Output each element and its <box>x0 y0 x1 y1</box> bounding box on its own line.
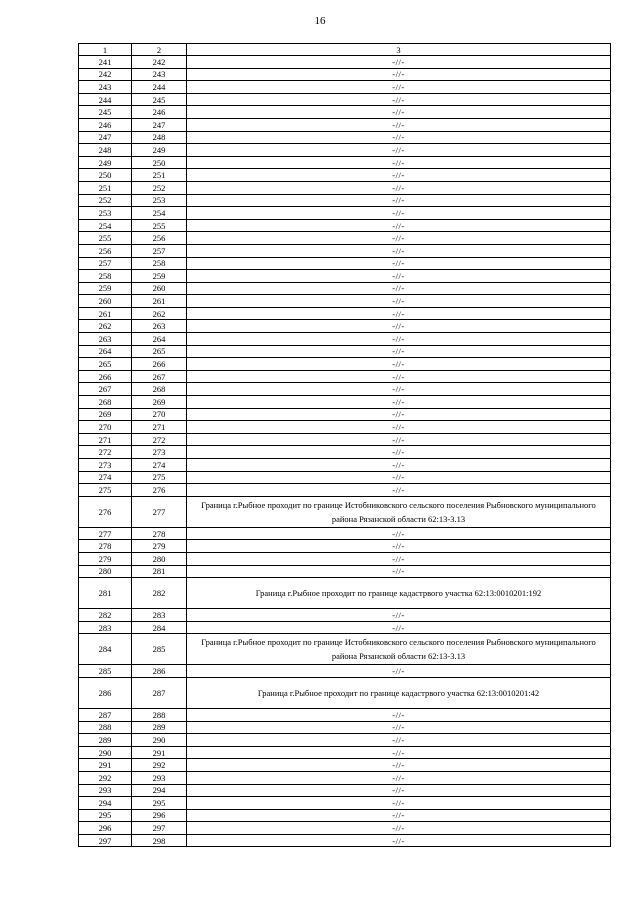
point-to-cell: 287 <box>132 677 187 708</box>
point-to-cell: 245 <box>132 93 187 106</box>
boundary-description-cell: -//- <box>187 797 611 810</box>
point-to-cell: 283 <box>132 609 187 622</box>
point-to-cell: 259 <box>132 270 187 283</box>
point-from-cell: 253 <box>79 207 132 220</box>
table-row <box>79 784 611 797</box>
table-row <box>79 333 611 346</box>
point-from-cell: 297 <box>79 834 132 847</box>
point-to-cell: 279 <box>132 540 187 553</box>
table-body <box>79 56 611 847</box>
point-from-cell: 241 <box>79 56 132 69</box>
table-row <box>79 320 611 333</box>
boundary-description-cell: -//- <box>187 540 611 553</box>
boundary-points-table <box>78 43 611 847</box>
point-from-cell: 287 <box>79 708 132 721</box>
boundary-description-cell: -//- <box>187 459 611 472</box>
boundary-description-cell: -//- <box>187 144 611 157</box>
table-row <box>79 118 611 131</box>
point-to-cell: 290 <box>132 734 187 747</box>
table-row <box>79 708 611 721</box>
point-to-cell: 284 <box>132 621 187 634</box>
point-from-cell: 250 <box>79 169 132 182</box>
table-row <box>79 552 611 565</box>
point-to-cell: 292 <box>132 759 187 772</box>
point-from-cell: 283 <box>79 621 132 634</box>
table-row <box>79 621 611 634</box>
boundary-description-cell: Граница г.Рыбное проходит по границе Истобниковского сельского поселения Рыбновского муниципального района Рязанской области 62:13-3.13 <box>187 634 611 665</box>
point-from-cell: 246 <box>79 118 132 131</box>
point-to-cell: 261 <box>132 295 187 308</box>
table-row <box>79 721 611 734</box>
point-from-cell: 291 <box>79 759 132 772</box>
point-from-cell: 256 <box>79 244 132 257</box>
boundary-description-cell: -//- <box>187 169 611 182</box>
point-to-cell: 246 <box>132 106 187 119</box>
table-row <box>79 822 611 835</box>
point-from-cell: 275 <box>79 484 132 497</box>
boundary-description-cell: -//- <box>187 527 611 540</box>
boundary-description-cell: -//- <box>187 257 611 270</box>
boundary-description-cell: -//- <box>187 68 611 81</box>
point-from-cell: 271 <box>79 433 132 446</box>
point-to-cell: 285 <box>132 634 187 665</box>
point-to-cell: 253 <box>132 194 187 207</box>
table-row <box>79 56 611 69</box>
point-from-cell: 296 <box>79 822 132 835</box>
boundary-description-cell: Граница г.Рыбное проходит по границе кадастрвого участка 62:13:0010201:192 <box>187 578 611 609</box>
boundary-description-cell: -//- <box>187 93 611 106</box>
point-to-cell: 272 <box>132 433 187 446</box>
boundary-description-cell: -//- <box>187 396 611 409</box>
point-to-cell: 286 <box>132 665 187 678</box>
boundary-description-cell: Граница г.Рыбное проходит по границе кадастрвого участка 62:13:0010201:42 <box>187 677 611 708</box>
table-row <box>79 408 611 421</box>
point-from-cell: 273 <box>79 459 132 472</box>
table-row <box>79 746 611 759</box>
point-from-cell: 243 <box>79 81 132 94</box>
point-to-cell: 293 <box>132 771 187 784</box>
point-from-cell: 262 <box>79 320 132 333</box>
column-header-2: 2 <box>132 44 187 56</box>
table-row <box>79 734 611 747</box>
boundary-description-cell: -//- <box>187 219 611 232</box>
table-row <box>79 527 611 540</box>
table-row <box>79 540 611 553</box>
point-to-cell: 267 <box>132 370 187 383</box>
boundary-description-cell: -//- <box>187 784 611 797</box>
point-to-cell: 243 <box>132 68 187 81</box>
boundary-description-cell: -//- <box>187 708 611 721</box>
boundary-description-cell: -//- <box>187 408 611 421</box>
table-row <box>79 106 611 119</box>
boundary-description-cell: -//- <box>187 207 611 220</box>
boundary-description-cell: -//- <box>187 307 611 320</box>
table-row <box>79 207 611 220</box>
table-row <box>79 181 611 194</box>
point-from-cell: 249 <box>79 156 132 169</box>
table-row <box>79 144 611 157</box>
point-from-cell: 244 <box>79 93 132 106</box>
point-from-cell: 260 <box>79 295 132 308</box>
table-row <box>79 677 611 708</box>
point-from-cell: 276 <box>79 496 132 527</box>
boundary-description-cell: -//- <box>187 333 611 346</box>
table-row <box>79 771 611 784</box>
table-header-row <box>79 44 611 56</box>
table-row <box>79 68 611 81</box>
point-from-cell: 269 <box>79 408 132 421</box>
boundary-description-cell: -//- <box>187 282 611 295</box>
boundary-description-cell: -//- <box>187 433 611 446</box>
table-row <box>79 370 611 383</box>
point-from-cell: 268 <box>79 396 132 409</box>
table-row <box>79 759 611 772</box>
table-row <box>79 471 611 484</box>
point-from-cell: 292 <box>79 771 132 784</box>
point-from-cell: 267 <box>79 383 132 396</box>
point-from-cell: 289 <box>79 734 132 747</box>
point-from-cell: 279 <box>79 552 132 565</box>
table-row <box>79 81 611 94</box>
point-to-cell: 250 <box>132 156 187 169</box>
table-row <box>79 219 611 232</box>
point-to-cell: 296 <box>132 809 187 822</box>
boundary-description-cell: -//- <box>187 834 611 847</box>
table-row <box>79 383 611 396</box>
table-row <box>79 194 611 207</box>
boundary-description-cell: -//- <box>187 609 611 622</box>
point-from-cell: 242 <box>79 68 132 81</box>
point-to-cell: 276 <box>132 484 187 497</box>
point-to-cell: 266 <box>132 358 187 371</box>
table-row <box>79 396 611 409</box>
point-from-cell: 266 <box>79 370 132 383</box>
point-from-cell: 282 <box>79 609 132 622</box>
point-to-cell: 264 <box>132 333 187 346</box>
point-from-cell: 255 <box>79 232 132 245</box>
table-row <box>79 459 611 472</box>
point-to-cell: 294 <box>132 784 187 797</box>
table-row <box>79 244 611 257</box>
point-to-cell: 263 <box>132 320 187 333</box>
boundary-description-cell: -//- <box>187 270 611 283</box>
point-to-cell: 257 <box>132 244 187 257</box>
table-row <box>79 834 611 847</box>
point-from-cell: 248 <box>79 144 132 157</box>
point-to-cell: 289 <box>132 721 187 734</box>
boundary-description-cell: -//- <box>187 822 611 835</box>
column-header-3: 3 <box>187 44 611 56</box>
point-from-cell: 286 <box>79 677 132 708</box>
table-row <box>79 609 611 622</box>
boundary-description-cell: -//- <box>187 484 611 497</box>
point-to-cell: 248 <box>132 131 187 144</box>
point-from-cell: 290 <box>79 746 132 759</box>
table-row <box>79 307 611 320</box>
table-row <box>79 433 611 446</box>
point-to-cell: 282 <box>132 578 187 609</box>
point-to-cell: 271 <box>132 421 187 434</box>
boundary-description-cell: -//- <box>187 106 611 119</box>
table-row <box>79 421 611 434</box>
point-to-cell: 249 <box>132 144 187 157</box>
boundary-description-cell: -//- <box>187 370 611 383</box>
point-from-cell: 265 <box>79 358 132 371</box>
table-row <box>79 634 611 665</box>
point-to-cell: 288 <box>132 708 187 721</box>
point-from-cell: 294 <box>79 797 132 810</box>
point-to-cell: 258 <box>132 257 187 270</box>
boundary-description-cell: -//- <box>187 244 611 257</box>
point-to-cell: 244 <box>132 81 187 94</box>
boundary-description-cell: -//- <box>187 345 611 358</box>
point-to-cell: 274 <box>132 459 187 472</box>
point-to-cell: 256 <box>132 232 187 245</box>
point-from-cell: 272 <box>79 446 132 459</box>
point-to-cell: 262 <box>132 307 187 320</box>
point-from-cell: 245 <box>79 106 132 119</box>
table-row <box>79 295 611 308</box>
table-row <box>79 809 611 822</box>
table-row <box>79 797 611 810</box>
point-from-cell: 288 <box>79 721 132 734</box>
boundary-description-cell: -//- <box>187 56 611 69</box>
column-header-1: 1 <box>79 44 132 56</box>
point-from-cell: 281 <box>79 578 132 609</box>
point-to-cell: 255 <box>132 219 187 232</box>
point-to-cell: 277 <box>132 496 187 527</box>
point-from-cell: 270 <box>79 421 132 434</box>
table-row <box>79 665 611 678</box>
boundary-description-cell: -//- <box>187 721 611 734</box>
point-to-cell: 280 <box>132 552 187 565</box>
table-row <box>79 565 611 578</box>
point-to-cell: 278 <box>132 527 187 540</box>
point-from-cell: 251 <box>79 181 132 194</box>
point-to-cell: 260 <box>132 282 187 295</box>
point-from-cell: 252 <box>79 194 132 207</box>
table-row <box>79 484 611 497</box>
boundary-description-cell: -//- <box>187 181 611 194</box>
point-to-cell: 247 <box>132 118 187 131</box>
point-from-cell: 274 <box>79 471 132 484</box>
boundary-description-cell: -//- <box>187 194 611 207</box>
point-from-cell: 264 <box>79 345 132 358</box>
boundary-description-cell: -//- <box>187 320 611 333</box>
table-row <box>79 93 611 106</box>
table-row <box>79 358 611 371</box>
point-to-cell: 251 <box>132 169 187 182</box>
table-row <box>79 257 611 270</box>
boundary-description-cell: -//- <box>187 552 611 565</box>
point-to-cell: 291 <box>132 746 187 759</box>
boundary-description-cell: -//- <box>187 621 611 634</box>
boundary-description-cell: -//- <box>187 734 611 747</box>
boundary-description-cell: -//- <box>187 295 611 308</box>
point-to-cell: 269 <box>132 396 187 409</box>
point-from-cell: 293 <box>79 784 132 797</box>
point-from-cell: 259 <box>79 282 132 295</box>
point-to-cell: 242 <box>132 56 187 69</box>
point-to-cell: 254 <box>132 207 187 220</box>
point-to-cell: 295 <box>132 797 187 810</box>
table-row <box>79 345 611 358</box>
point-from-cell: 258 <box>79 270 132 283</box>
point-from-cell: 284 <box>79 634 132 665</box>
boundary-description-cell: -//- <box>187 665 611 678</box>
table-row <box>79 496 611 527</box>
table-row <box>79 578 611 609</box>
point-to-cell: 252 <box>132 181 187 194</box>
point-to-cell: 273 <box>132 446 187 459</box>
point-from-cell: 277 <box>79 527 132 540</box>
table-row <box>79 232 611 245</box>
point-to-cell: 275 <box>132 471 187 484</box>
point-to-cell: 298 <box>132 834 187 847</box>
boundary-description-cell: -//- <box>187 759 611 772</box>
table-row <box>79 131 611 144</box>
point-from-cell: 263 <box>79 333 132 346</box>
boundary-description-cell: -//- <box>187 118 611 131</box>
point-to-cell: 270 <box>132 408 187 421</box>
point-from-cell: 257 <box>79 257 132 270</box>
point-to-cell: 265 <box>132 345 187 358</box>
boundary-description-cell: Граница г.Рыбное проходит по границе Истобниковского сельского поселения Рыбновского муниципального района Рязанской области 62:13-3.13 <box>187 496 611 527</box>
boundary-description-cell: -//- <box>187 771 611 784</box>
point-from-cell: 295 <box>79 809 132 822</box>
point-to-cell: 281 <box>132 565 187 578</box>
boundary-description-cell: -//- <box>187 81 611 94</box>
point-from-cell: 285 <box>79 665 132 678</box>
point-from-cell: 247 <box>79 131 132 144</box>
boundary-description-cell: -//- <box>187 565 611 578</box>
boundary-description-cell: -//- <box>187 156 611 169</box>
boundary-description-cell: -//- <box>187 471 611 484</box>
boundary-description-cell: -//- <box>187 809 611 822</box>
point-from-cell: 254 <box>79 219 132 232</box>
point-to-cell: 268 <box>132 383 187 396</box>
boundary-description-cell: -//- <box>187 358 611 371</box>
table-row <box>79 169 611 182</box>
point-from-cell: 261 <box>79 307 132 320</box>
table-row <box>79 282 611 295</box>
boundary-description-cell: -//- <box>187 383 611 396</box>
point-to-cell: 297 <box>132 822 187 835</box>
table-row <box>79 270 611 283</box>
point-from-cell: 280 <box>79 565 132 578</box>
boundary-description-cell: -//- <box>187 421 611 434</box>
boundary-description-cell: -//- <box>187 232 611 245</box>
boundary-description-cell: -//- <box>187 131 611 144</box>
boundary-description-cell: -//- <box>187 746 611 759</box>
page-number: 16 <box>314 15 326 27</box>
table-row <box>79 156 611 169</box>
table-row <box>79 446 611 459</box>
boundary-description-cell: -//- <box>187 446 611 459</box>
point-from-cell: 278 <box>79 540 132 553</box>
